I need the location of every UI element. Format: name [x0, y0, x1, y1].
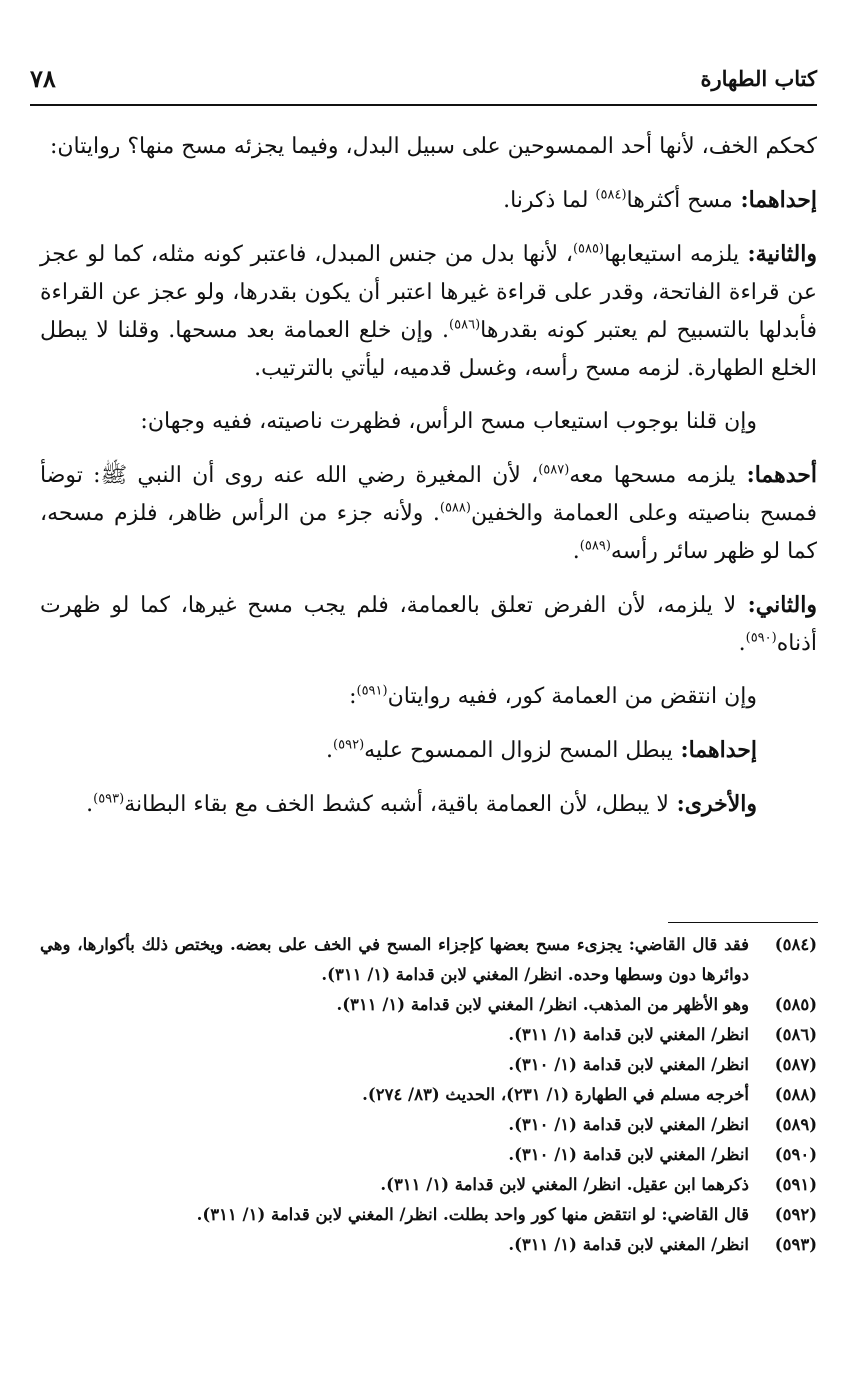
page-number: ٧٨ [30, 64, 56, 93]
paragraph-text-continued: : [349, 684, 357, 709]
footnote-number: (٥٩٢) [774, 1205, 817, 1224]
footnote [40, 1080, 817, 1110]
footnote-text: انظر/ المغني لابن قدامة (١/ ٣١٠). [508, 1055, 749, 1074]
paragraph [40, 678, 817, 716]
paragraph-text: لا يلزمه، لأن الفرض تعلق بالعمامة، فلم يجب مسح غيرها، كما لو ظهرت أذناه [40, 593, 817, 656]
footnote-text: قال القاضي: لو انتقض منها كور واحد بطلت. انظر/ المغني لابن قدامة (١/ ٣١١). [196, 1205, 749, 1224]
paragraph [40, 456, 817, 571]
paragraph-text: مسح أكثرها [626, 188, 733, 213]
footnote-marker[interactable]: (٥٨٤) [595, 187, 627, 203]
paragraph-lead: إحداهما: [672, 737, 757, 763]
footnote-text: أخرجه مسلم في الطهارة (١/ ٢٣١)، الحديث (٨٣/ ٢٧٤). [362, 1085, 749, 1104]
paragraph-text: يلزمه مسحها معه [569, 463, 736, 488]
footnote-marker[interactable]: (٥٨٦) [449, 317, 481, 333]
paragraph-text-continued: . وإن خلع العمامة بعد مسحها. وقلنا لا يبطل الخلع الطهارة. لزمه مسح رأسه، وغسل قدميه، ليأتي بالترتيب. [40, 318, 817, 381]
footnote-number: (٥٨٩) [774, 1115, 817, 1134]
footnote-number: (٥٨٥) [774, 995, 817, 1014]
footnote-number: (٥٨٧) [774, 1055, 817, 1074]
footnote-marker[interactable]: (٥٩٣) [93, 791, 125, 807]
footnote [40, 1050, 817, 1080]
paragraph-text-continued: ، لأنها بدل من جنس المبدل، فاعتبر كونه مثله، كما لو عجز عن قراءة الفاتحة، وقدر على قراءة غيرها اعتبر أن يكون بقدرها، ولو عجز عن القراءة فأبدلها بالتسبيح لم يعتبر كونه بقدرها [40, 242, 817, 343]
footnote-separator [668, 922, 818, 923]
footnote-marker[interactable]: (٥٨٧) [538, 462, 570, 478]
footnote-number: (٥٩٠) [774, 1145, 817, 1164]
footnote-text: وهو الأظهر من المذهب. انظر/ المغني لابن قدامة (١/ ٣١١). [336, 995, 749, 1014]
paragraph-text-continued: . [326, 738, 334, 763]
footnote-marker[interactable]: (٥٩١) [356, 683, 388, 699]
footnote [40, 1020, 817, 1050]
footnote [40, 930, 817, 990]
paragraph [40, 181, 817, 220]
footnote [40, 1200, 817, 1230]
footnote-number: (٥٨٨) [774, 1085, 817, 1104]
paragraph-text-continued: . [572, 539, 580, 564]
paragraph-text: يلزمه استيعابها [604, 242, 740, 267]
paragraph [40, 785, 817, 824]
paragraph-text: كحكم الخف، لأنها أحد الممسوحين على سبيل البدل، وفيما يجزئه مسح منها؟ روايتان: [49, 134, 817, 159]
footnote-marker[interactable]: (٥٨٨) [439, 500, 471, 516]
footnote [40, 1230, 817, 1260]
paragraph-text: وإن قلنا بوجوب استيعاب مسح الرأس، فظهرت ناصيته، ففيه وجهان: [140, 409, 757, 434]
paragraph-text: لا يبطل، لأن العمامة باقية، أشبه كشط الخف مع بقاء البطانة [124, 792, 669, 817]
paragraph-text-continued: لما ذكرنا. [503, 188, 596, 213]
paragraph-lead: والأخرى: [668, 791, 757, 817]
footnote [40, 990, 817, 1020]
book-title: كتاب الطهارة [700, 66, 817, 91]
footnote-text: انظر/ المغني لابن قدامة (١/ ٣١١). [508, 1025, 749, 1044]
footnote-marker[interactable]: (٥٩٠) [745, 630, 777, 646]
paragraph-text-continued: . [738, 631, 746, 656]
footnote-marker[interactable]: (٥٩٢) [333, 737, 365, 753]
paragraph-lead: إحداهما: [732, 187, 817, 213]
footnotes [40, 930, 817, 1260]
footnote-text: ذكرهما ابن عقيل. انظر/ المغني لابن قدامة (١/ ٣١١). [380, 1175, 749, 1194]
footnote-number: (٥٩٣) [774, 1235, 817, 1254]
paragraph [40, 731, 817, 770]
footnote-text: انظر/ المغني لابن قدامة (١/ ٣١١). [508, 1235, 749, 1254]
footnote-number: (٥٨٦) [774, 1025, 817, 1044]
paragraph-lead: والثانية: [739, 241, 817, 267]
paragraph [40, 128, 817, 166]
paragraph-text: وإن انتقض من العمامة كور، ففيه روايتان [387, 684, 757, 709]
paragraph [40, 403, 817, 441]
paragraph-text-continued: . ولأنه جزء من الرأس ظاهر، فلزم مسحه، كما لو ظهر سائر رأسه [40, 501, 817, 564]
footnote-number: (٥٨٤) [774, 935, 817, 954]
paragraph-text-continued: . [86, 792, 94, 817]
footnote-marker[interactable]: (٥٨٩) [579, 538, 611, 554]
paragraph-text-continued: ، لأن المغيرة رضي الله عنه روى أن النبي ﷺ: توضأ فمسح بناصيته وعلى العمامة والخفين [40, 463, 817, 526]
paragraph [40, 586, 817, 663]
running-header [30, 62, 817, 106]
main-text [40, 128, 817, 839]
footnote [40, 1140, 817, 1170]
paragraph-lead: والثاني: [736, 592, 817, 618]
footnote-text: فقد قال القاضي: يجزىء مسح بعضها كإجزاء المسح في الخف على بعضه. ويختص ذلك بأكوارها، وهي دوائرها دون وسطها وحده. انظر/ المغني لابن قدامة (١/ ٣١١). [40, 935, 749, 984]
footnote [40, 1110, 817, 1140]
paragraph-lead: أحدهما: [735, 462, 817, 488]
footnote [40, 1170, 817, 1200]
paragraph [40, 235, 817, 388]
footnote-number: (٥٩١) [774, 1175, 817, 1194]
paragraph-text: يبطل المسح لزوال الممسوح عليه [364, 738, 673, 763]
footnote-text: انظر/ المغني لابن قدامة (١/ ٣١٠). [508, 1145, 749, 1164]
footnote-text: انظر/ المغني لابن قدامة (١/ ٣١٠). [508, 1115, 749, 1134]
footnote-marker[interactable]: (٥٨٥) [572, 241, 605, 257]
